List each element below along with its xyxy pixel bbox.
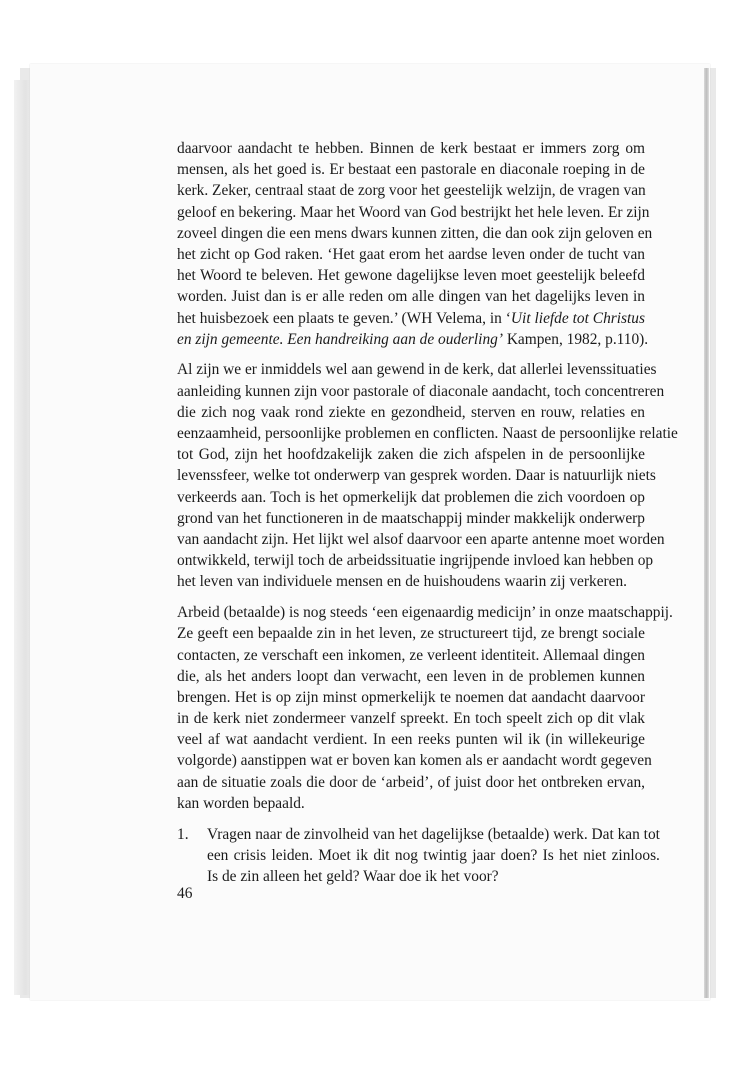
text-line: het leven van individuele mensen en de huishoudens waarin zij verkeren. xyxy=(177,573,628,591)
paragraph-1 xyxy=(177,138,653,350)
text-line: worden. Juist dan is er alle reden om alle dingen van het dagelijks leven in xyxy=(177,288,645,306)
text-line: volgorde) aanstippen wat er boven kan komen als er aandacht wordt gegeven xyxy=(177,752,652,770)
numbered-list-item xyxy=(177,824,660,888)
paragraph-3 xyxy=(177,602,673,814)
citation-title-end: en zijn gemeente. Een handreiking aan de ouderling’ xyxy=(177,330,503,348)
text-line: ontwikkeld, terwijl toch de arbeidssituatie ingrijpende invloed kan hebben op xyxy=(177,552,654,570)
list-item-number: 1. xyxy=(177,825,189,843)
text-line: aan de situatie zoals die door de ‘arbeid’, of juist door het ontbreken ervan, xyxy=(177,773,645,791)
text-line: eenzaamheid, persoonlijke problemen en conflicten. Naast de persoonlijke relatie xyxy=(177,425,678,443)
text-line: aanleiding kunnen zijn voor pastorale of diaconale aandacht, toch concentreren xyxy=(177,382,665,400)
page-binding-edge xyxy=(704,68,709,998)
text-line: mensen, als het goed is. Er bestaat een pastorale en diaconale roeping in de xyxy=(177,161,645,179)
text-line: kerk. Zeker, centraal staat de zorg voor het geestelijk welzijn, de vragen van xyxy=(177,182,646,200)
text-line-citation xyxy=(177,308,645,329)
text-line: het Woord te beleven. Het gewone dagelijkse leven moet geestelijk beleefd xyxy=(177,267,645,285)
text-line: Al zijn we er inmiddels wel aan gewend in de kerk, dat allerlei levenssituaties xyxy=(177,361,657,379)
text-line: levenssfeer, welke tot onderwerp van gesprek worden. Daar is natuurlijk niets xyxy=(177,467,656,485)
text-line-citation-end xyxy=(177,329,649,350)
body-text xyxy=(177,138,678,887)
text-line: een crisis leiden. Moet ik dit nog twintig jaar doen? Is het niet zinloos. xyxy=(207,846,660,864)
text-line: veel af wat aandacht verdient. In een reeks punten wil ik (in willekeurige xyxy=(177,731,645,749)
citation-title: Uit liefde tot Christus xyxy=(510,309,645,327)
text-line: die zich nog vaak rond ziekte en gezondheid, sterven en rouw, relaties en xyxy=(177,403,645,421)
text-line: zoveel dingen die een mens dwars kunnen zitten, die dan ook zijn geloven en xyxy=(177,224,653,242)
text-line: contacten, ze verschaft een inkomen, ze verleent identiteit. Allemaal dingen xyxy=(177,646,645,664)
text-line: in de kerk niet zondermeer vanzelf spreekt. En toch speelt zich op dit vlak xyxy=(177,710,645,728)
page-number: 46 xyxy=(177,885,193,902)
text-line: Vragen naar de zinvolheid van het dagelijkse (betaalde) werk. Dat kan tot xyxy=(207,825,660,843)
text-line: brengen. Het is op zijn minst opmerkelijk te noemen dat aandacht daarvoor xyxy=(177,688,645,706)
text-line: Ze geeft een bepaalde zin in het leven, ze structureert tijd, ze brengt sociale xyxy=(177,625,645,643)
text-line: die, als het anders loopt dan verwacht, een leven in de problemen kunnen xyxy=(177,667,645,685)
text-line: Is de zin alleen het geld? Waar doe ik het voor? xyxy=(207,867,499,885)
paragraph-2 xyxy=(177,359,678,592)
citation-source: Kampen, 1982, p.110). xyxy=(502,330,649,348)
text-line: geloof en bekering. Maar het Woord van God bestrijkt het hele leven. Er zijn xyxy=(177,203,650,221)
text-line: Arbeid (betaalde) is nog steeds ‘een eigenaardig medicijn’ in onze maatschappij. xyxy=(177,604,673,622)
list-item-body xyxy=(207,824,660,888)
text-line: grond van het functioneren in de maatschappij minder makkelijk onderwerp xyxy=(177,509,645,527)
text-line: verkeerds aan. Toch is het opmerkelijk dat problemen die zich voordoen op xyxy=(177,488,645,506)
text-line: daarvoor aandacht te hebben. Binnen de kerk bestaat er immers zorg om xyxy=(177,140,645,157)
text-line: het zicht op God raken. ‘Het gaat erom het aardse leven onder de tucht van xyxy=(177,245,645,263)
citation-text: het huisbezoek een plaats te geven.’ (WH Velema, in ‘ xyxy=(177,309,511,327)
text-line: van aandacht zijn. Het lijkt wel alsof daarvoor een aparte antenne moet worden xyxy=(177,530,665,548)
text-line: tot God, zijn het hoofdzakelijk zaken die zich afspelen in de persoonlijke xyxy=(177,446,645,464)
text-line: kan worden bepaald. xyxy=(177,794,305,812)
